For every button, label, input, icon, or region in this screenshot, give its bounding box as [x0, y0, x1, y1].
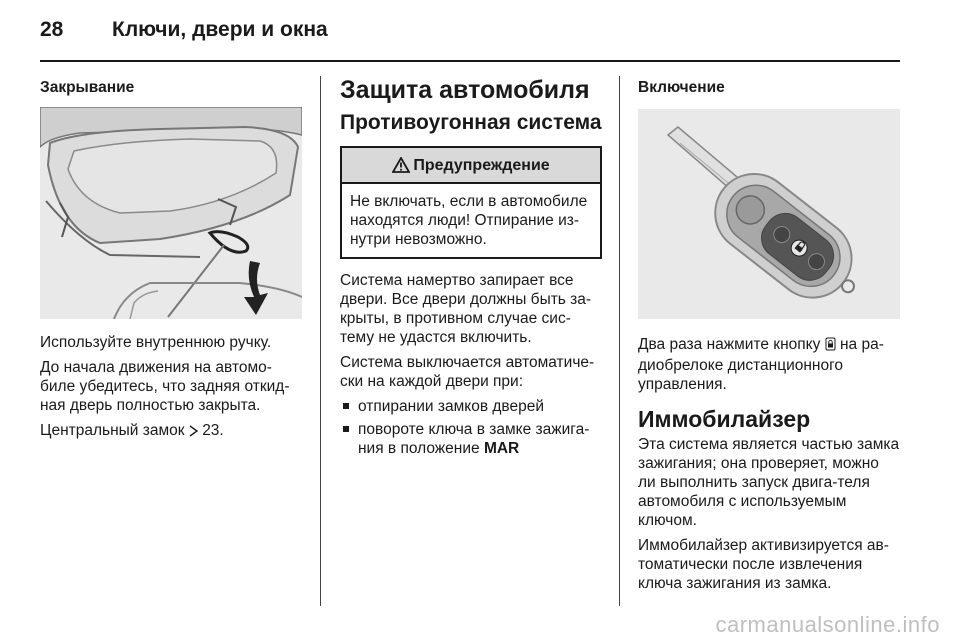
- paragraph: Система выключается автоматиче-ски на каждой двери при:: [340, 354, 595, 390]
- heading-immobilizer: Иммобилайзер: [638, 406, 811, 432]
- paragraph: Иммобилайзер активизируется ав-томатически после извлечения ключа зажигания из замка.: [638, 537, 889, 592]
- paragraph: Система намертво запирает все двери. Все двери должны быть за-крыты, в противном случае сис-тему не удастся включить.: [340, 272, 592, 346]
- cross-reference: Центральный замок 23.: [40, 421, 304, 442]
- heading-vehicle-protection: Защита автомобиля: [340, 76, 590, 104]
- header-rule: [40, 60, 900, 62]
- list-item: отпирании замков дверей: [340, 397, 602, 416]
- page-reference: 23.: [202, 422, 224, 439]
- page-reference-icon: [189, 423, 198, 442]
- tailgate-illustration: [40, 107, 302, 319]
- warning-box: [340, 146, 602, 259]
- paragraph: Два раза нажмите кнопку на ра-диобрелоке дистанционного управления.: [638, 336, 884, 393]
- subheading-activation: Включение: [638, 79, 725, 96]
- watermark: carmanualsonline.info: [715, 612, 940, 637]
- page-number: 28: [40, 18, 64, 41]
- page-header: [40, 18, 328, 46]
- warning-header: [342, 148, 600, 184]
- paragraph: До начала движения на автомо-биле убедитесь, что задняя откид-ная дверь полностью закрыта.: [40, 359, 290, 414]
- warning-text: Не включать, если в автомобиле находятся люди! Отпирание из-нутри невозможно.: [350, 193, 588, 248]
- column-vehicle-protection: [340, 76, 602, 462]
- lock-button-icon: [825, 337, 836, 356]
- warning-title: Предупреждение: [413, 156, 550, 174]
- paragraph: Используйте внутреннюю ручку.: [40, 334, 272, 351]
- warning-triangle-icon: [392, 157, 410, 173]
- remote-key-illustration: [638, 109, 900, 319]
- subheading-closing: Закрывание: [40, 79, 135, 96]
- section-title: Ключи, двери и окна: [112, 18, 328, 41]
- column-closing: [40, 78, 304, 448]
- list-item: повороте ключа в замке зажига-ния в положение MAR: [340, 420, 602, 458]
- bullet-list: [340, 397, 602, 458]
- column-activation: [638, 78, 900, 599]
- column-divider: [320, 76, 321, 606]
- heading-anti-theft: Противоугонная система: [340, 111, 602, 134]
- ignition-position: MAR: [483, 440, 520, 457]
- column-divider: [619, 76, 620, 606]
- paragraph: Эта система является частью замка зажигания; она проверяет, можно ли выполнить запуск двига-теля автомобиля с используемым ключом.: [638, 436, 900, 529]
